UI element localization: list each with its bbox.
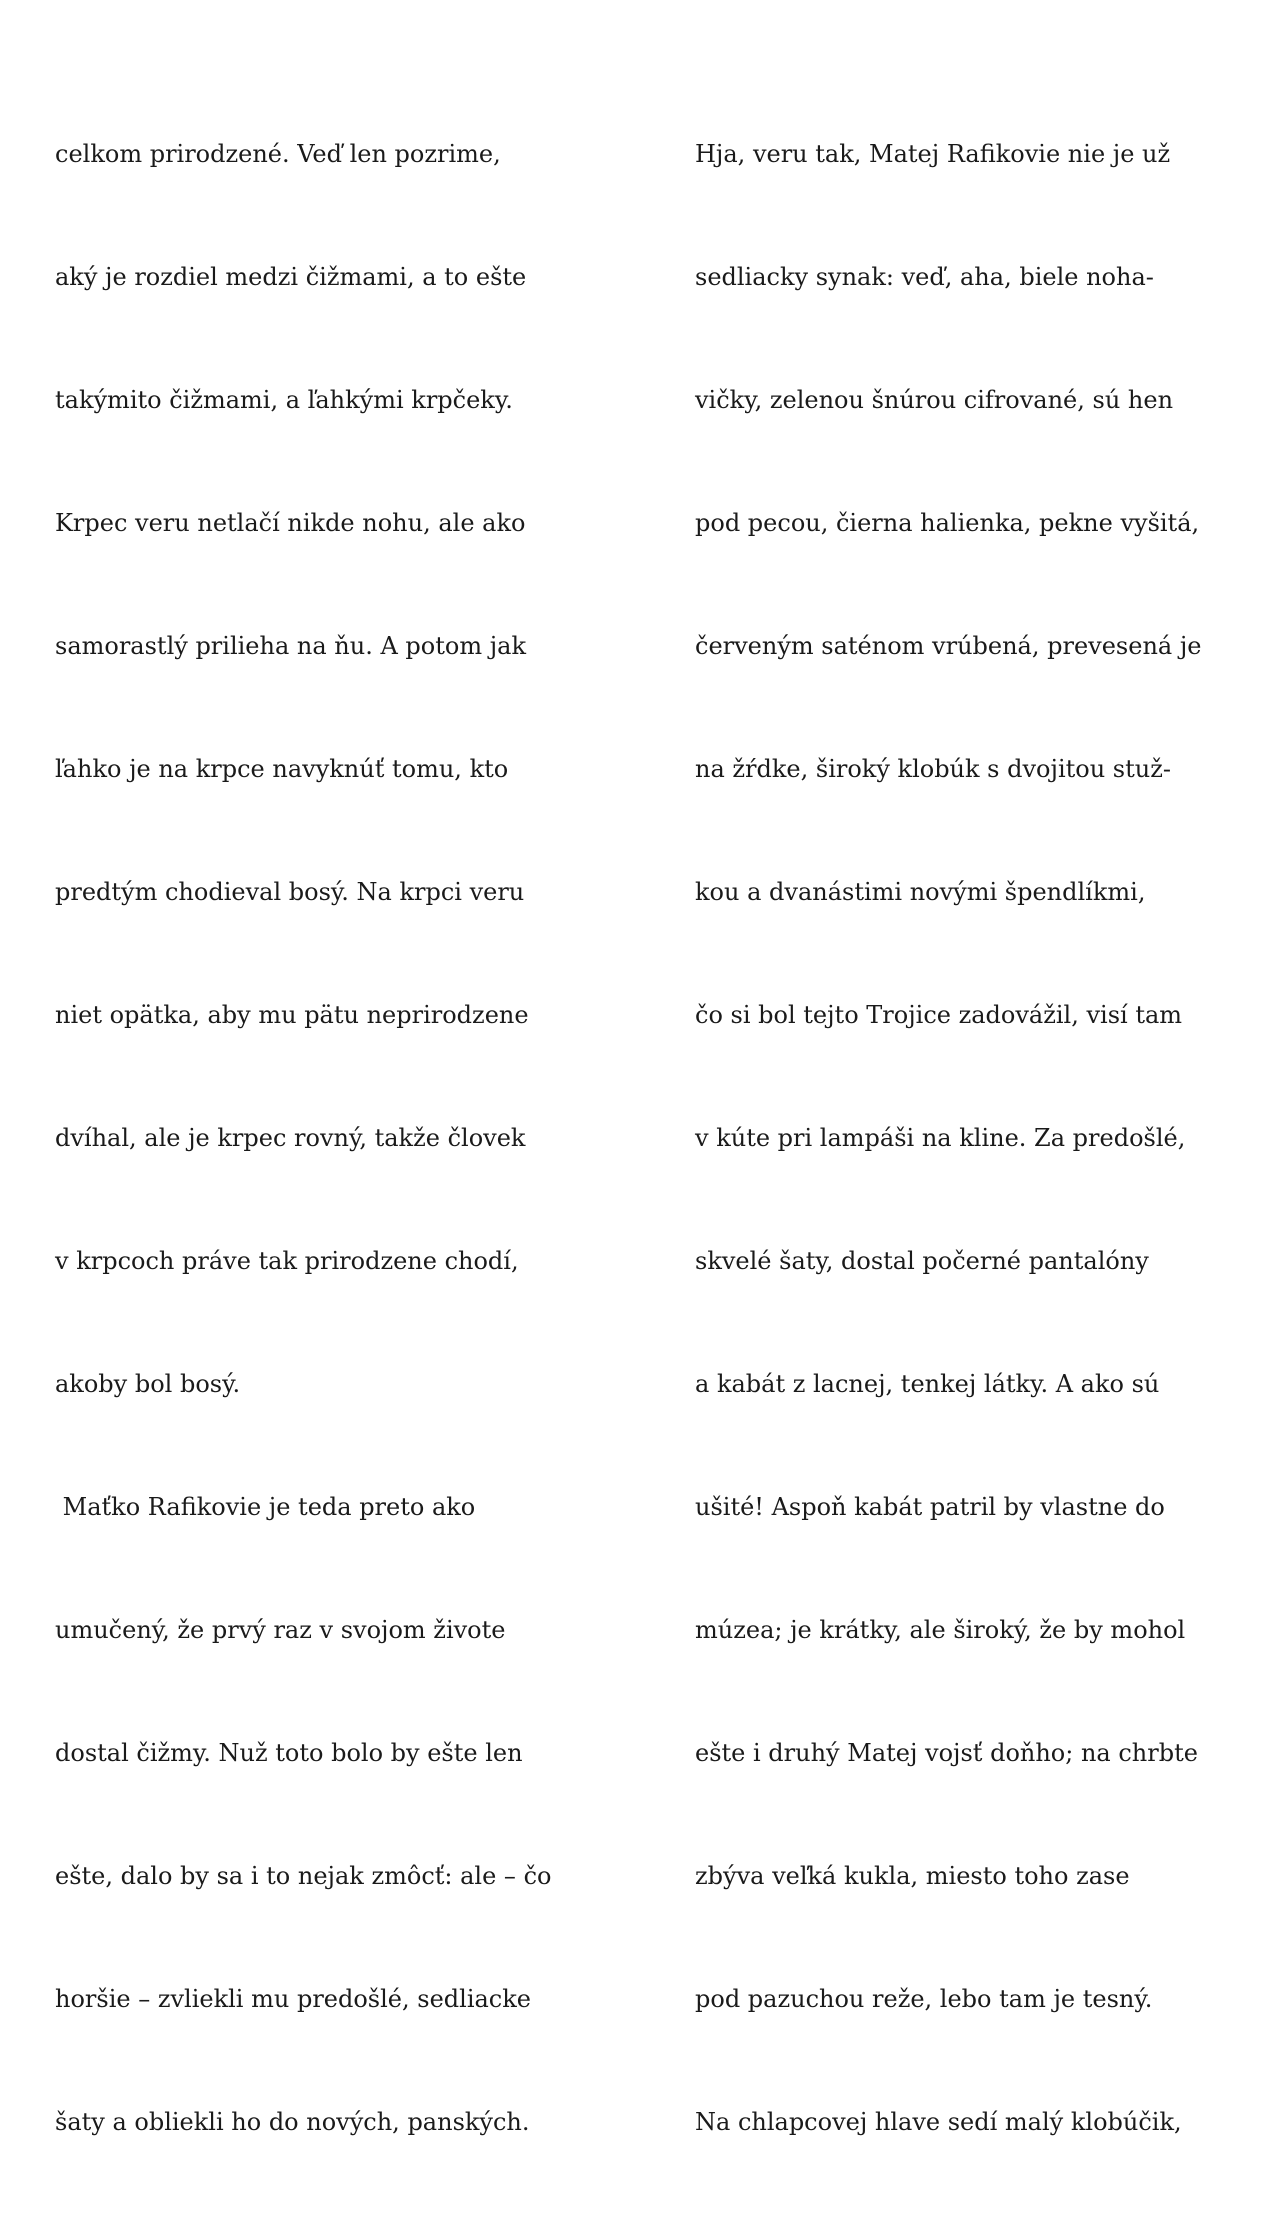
text-line: umučený, že prvý raz v svojom živote: [55, 1616, 506, 1644]
right-page-text: [695, 52, 1201, 2225]
text-line: čo si bol tejto Trojice zadovážil, visí tam: [695, 1001, 1183, 1029]
text-line: v kúte pri lampáši na kline. Za predošlé,: [695, 1124, 1186, 1152]
text-line: akoby bol bosý.: [55, 1370, 241, 1398]
text-line: pod pecou, čierna halienka, pekne vyšitá,: [695, 509, 1200, 537]
text-line: červeným saténom vrúbená, prevesená je: [695, 632, 1202, 660]
text-line: Maťko Rafikovie je teda preto ako: [55, 1493, 476, 1521]
text-line: takýmito čižmami, a ľahkými krpčeky.: [55, 386, 513, 414]
text-line: dostal čižmy. Nuž toto bolo by ešte len: [55, 1739, 523, 1767]
text-line: celkom prirodzené. Veď len pozrime,: [55, 140, 501, 168]
text-line: predtým chodieval bosý. Na krpci veru: [55, 878, 525, 906]
text-line: samorastlý prilieha na ňu. A potom jak: [55, 632, 527, 660]
text-line: kou a dvanástimi novými špendlíkmi,: [695, 878, 1146, 906]
text-line: ľahko je na krpce navyknúť tomu, kto: [55, 755, 509, 783]
text-line: zbýva veľká kukla, miesto toho zase: [695, 1862, 1130, 1890]
text-line: pod pazuchou reže, lebo tam je tesný.: [695, 1985, 1153, 2013]
text-line: Na chlapcovej hlave sedí malý klobúčik,: [695, 2108, 1182, 2136]
text-line: niet opätka, aby mu pätu neprirodzene: [55, 1001, 529, 1029]
text-line: ušité! Aspoň kabát patril by vlastne do: [695, 1493, 1165, 1521]
text-line: dvíhal, ale je krpec rovný, takže človek: [55, 1124, 526, 1152]
text-line: Hja, veru tak, Matej Rafikovie nie je už: [695, 140, 1171, 168]
text-line: vičky, zelenou šnúrou cifrované, sú hen: [695, 386, 1174, 414]
text-line: horšie – zvliekli mu predošlé, sedliacke: [55, 1985, 531, 2013]
text-line: sedliacky synak: veď, aha, biele noha-: [695, 263, 1154, 291]
text-line: a kabát z lacnej, tenkej látky. A ako sú: [695, 1370, 1160, 1398]
text-line: na žŕdke, široký klobúk s dvojitou stuž-: [695, 755, 1171, 783]
text-line: v krpcoch práve tak prirodzene chodí,: [55, 1247, 519, 1275]
text-line: skvelé šaty, dostal počerné pantalóny: [695, 1247, 1149, 1275]
left-page-text: [55, 52, 551, 2225]
text-line: ešte i druhý Matej vojsť doňho; na chrbte: [695, 1739, 1198, 1767]
text-line: ešte, dalo by sa i to nejak zmôcť: ale – čo: [55, 1862, 552, 1890]
text-line: aký je rozdiel medzi čižmami, a to ešte: [55, 263, 527, 291]
text-line: Krpec veru netlačí nikde nohu, ale ako: [55, 509, 526, 537]
text-line: múzea; je krátky, ale široký, že by mohol: [695, 1616, 1186, 1644]
text-line: šaty a obliekli ho do nových, panských.: [55, 2108, 530, 2136]
